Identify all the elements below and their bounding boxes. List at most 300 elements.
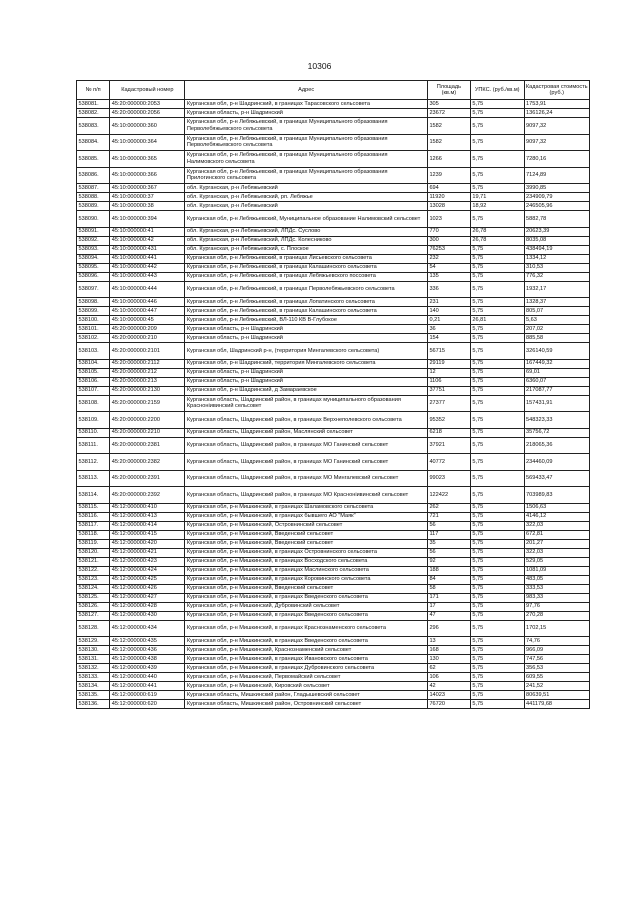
cadastral-number-cell: 45:10:000000:446 <box>110 298 185 307</box>
table-body <box>77 100 590 709</box>
upks-value-cell: 5,75 <box>470 530 524 539</box>
cadastral-cost-cell: 356,53 <box>524 664 589 673</box>
cadastral-cost-cell: 310,53 <box>524 263 589 272</box>
table-row <box>77 521 590 530</box>
row-number-cell: 538111. <box>77 437 110 454</box>
table-row <box>77 307 590 316</box>
address-cell: Курганская обл, р-н Лебяжьевский, в границах Лопатинского сельсовета <box>185 298 428 307</box>
cadastral-cost-cell: 4146,12 <box>524 512 589 521</box>
cadastral-cost-cell: 167449,32 <box>524 359 589 368</box>
table-row <box>77 386 590 395</box>
address-cell: Курганская область, Шадринский район, в границах МО Ганинский сельсовет <box>185 437 428 454</box>
table-row <box>77 700 590 709</box>
cadastral-cost-cell: 569433,47 <box>524 470 589 487</box>
address-cell: Курганская обл, р-н Мишкинский, Кировский сельсовет <box>185 682 428 691</box>
upks-value-cell: 5,75 <box>470 184 524 193</box>
column-header-cadastral-cost: Кадастровая стоимость (руб.) <box>524 81 589 100</box>
upks-value-cell: 5,75 <box>470 109 524 118</box>
upks-value-cell: 5,75 <box>470 428 524 437</box>
address-cell: обл. Курганская, р-н Лебяжьевский, ЛПДс. Суслово <box>185 227 428 236</box>
address-cell: обл. Курганская, р-н Лебяжьевский <box>185 184 428 193</box>
cadastral-number-cell: 45:20:000000:2159 <box>110 395 185 412</box>
cadastral-number-cell: 45:10:000000:442 <box>110 263 185 272</box>
upks-value-cell: 5,75 <box>470 503 524 512</box>
row-number-cell: 538117. <box>77 521 110 530</box>
area-cell: 27377 <box>427 395 470 412</box>
cadastral-cost-cell: 966,09 <box>524 646 589 655</box>
cadastral-number-cell: 45:20:000000:2101 <box>110 343 185 360</box>
address-cell: Курганская обл, р-н Мишкинский, в границах Ивановского сельсовета <box>185 655 428 664</box>
row-number-cell: 538084. <box>77 134 110 151</box>
cadastral-cost-cell: 1334,12 <box>524 254 589 263</box>
area-cell: 40772 <box>427 454 470 471</box>
cadastral-cost-cell: 234909,79 <box>524 193 589 202</box>
upks-value-cell: 5,75 <box>470 584 524 593</box>
cadastral-number-cell: 45:12:000000:430 <box>110 611 185 620</box>
cadastral-cost-cell: 207,02 <box>524 325 589 334</box>
row-number-cell: 538100. <box>77 316 110 325</box>
row-number-cell: 538120. <box>77 548 110 557</box>
cadastral-cost-cell: 322,03 <box>524 521 589 530</box>
row-number-cell: 538115. <box>77 503 110 512</box>
cadastral-cost-cell: 3990,85 <box>524 184 589 193</box>
table-row <box>77 557 590 566</box>
upks-value-cell: 5,75 <box>470 359 524 368</box>
address-cell: Курганская обл, р-н Лебяжьевский, Муниципальное образование Налимовский сельсовет <box>185 211 428 228</box>
row-number-cell: 538081. <box>77 100 110 109</box>
area-cell: 84 <box>427 575 470 584</box>
area-cell: 56 <box>427 548 470 557</box>
area-cell: 231 <box>427 298 470 307</box>
row-number-cell: 538132. <box>77 664 110 673</box>
table-row <box>77 682 590 691</box>
area-cell: 95352 <box>427 412 470 429</box>
row-number-cell: 538130. <box>77 646 110 655</box>
row-number-cell: 538088. <box>77 193 110 202</box>
table-row <box>77 316 590 325</box>
address-cell: обл. Курганская, р-н Лебяжьевский, ЛПДс. Колесниково <box>185 236 428 245</box>
address-cell: Курганская обл, р-н Лебяжьевский, в границах Перволебяжьевского сельсовета <box>185 281 428 298</box>
cadastral-number-cell: 45:20:000000:2200 <box>110 412 185 429</box>
upks-value-cell: 5,75 <box>470 539 524 548</box>
upks-value-cell: 5,75 <box>470 655 524 664</box>
cadastral-number-cell: 45:20:000000:2391 <box>110 470 185 487</box>
cadastral-number-cell: 45:20:000000:213 <box>110 377 185 386</box>
area-cell: 1582 <box>427 118 470 135</box>
cadastral-cost-cell: 97,76 <box>524 602 589 611</box>
table-row <box>77 503 590 512</box>
cadastral-cost-cell: 672,81 <box>524 530 589 539</box>
upks-value-cell: 5,75 <box>470 593 524 602</box>
area-cell: 1023 <box>427 211 470 228</box>
cadastral-number-cell: 45:12:000000:413 <box>110 512 185 521</box>
cadastral-number-cell: 45:10:000000:367 <box>110 184 185 193</box>
address-cell: Курганская обл, р-н Лебяжьевский, в границах Лебяжьевского поссовета <box>185 272 428 281</box>
address-cell: Курганская обл, р-н Мишкинский, в границах Коровинского сельсовета <box>185 575 428 584</box>
area-cell: 29119 <box>427 359 470 368</box>
area-cell: 62 <box>427 664 470 673</box>
area-cell: 13028 <box>427 202 470 211</box>
address-cell: Курганская область, Мишкинский район, Гладышевский сельсовет <box>185 691 428 700</box>
cadastral-number-cell: 45:12:000000:435 <box>110 637 185 646</box>
address-cell: Курганская обл, р-н Лебяжьевский, в границах Калашинского сельсовета <box>185 307 428 316</box>
cadastral-cost-cell: 20623,39 <box>524 227 589 236</box>
row-number-cell: 538093. <box>77 245 110 254</box>
address-cell: Курганская область, р-н Шадринский <box>185 109 428 118</box>
table-row <box>77 193 590 202</box>
address-cell: Курганская обл, р-н Мишкинский, в границах Островнинского сельсовета <box>185 548 428 557</box>
row-number-cell: 538097. <box>77 281 110 298</box>
upks-value-cell: 5,75 <box>470 298 524 307</box>
upks-value-cell: 5,75 <box>470 263 524 272</box>
upks-value-cell: 5,75 <box>470 272 524 281</box>
row-number-cell: 538112. <box>77 454 110 471</box>
cadastral-number-cell: 45:12:000000:438 <box>110 655 185 664</box>
address-cell: Курганская область, р-н Шадринский <box>185 368 428 377</box>
address-cell: Курганская обл, Шадринский р-н, (территория Мингалевского сельсовета) <box>185 343 428 360</box>
upks-value-cell: 5,75 <box>470 664 524 673</box>
cadastral-cost-cell: 1506,63 <box>524 503 589 512</box>
address-cell: Курганская область, Шадринский район, в границах МО Красноніивинский сельсовет <box>185 487 428 504</box>
table-header <box>77 81 590 100</box>
upks-value-cell: 5,75 <box>470 118 524 135</box>
column-header-area: Площадь (кв.м) <box>427 81 470 100</box>
table-row <box>77 184 590 193</box>
table-row <box>77 377 590 386</box>
cadastral-number-cell: 45:12:000000:424 <box>110 566 185 575</box>
cadastral-cost-cell: 983,33 <box>524 593 589 602</box>
cadastral-number-cell: 45:10:000000:431 <box>110 245 185 254</box>
area-cell: 35 <box>427 539 470 548</box>
row-number-cell: 538106. <box>77 377 110 386</box>
cadastral-cost-cell: 157431,91 <box>524 395 589 412</box>
upks-value-cell: 26,81 <box>470 316 524 325</box>
upks-value-cell: 5,75 <box>470 134 524 151</box>
cadastral-number-cell: 45:20:000000:2210 <box>110 428 185 437</box>
row-number-cell: 538101. <box>77 325 110 334</box>
cadastral-cost-cell: 548323,33 <box>524 412 589 429</box>
upks-value-cell: 5,75 <box>470 521 524 530</box>
cadastral-cost-cell: 1932,17 <box>524 281 589 298</box>
table-row <box>77 530 590 539</box>
table-row <box>77 602 590 611</box>
row-number-cell: 538126. <box>77 602 110 611</box>
upks-value-cell: 5,75 <box>470 412 524 429</box>
address-cell: Курганская обл, р-н Шадринский, территория Мингалевского сельсовета <box>185 359 428 368</box>
cadastral-cost-cell: 241,52 <box>524 682 589 691</box>
cadastral-cost-cell: 1081,09 <box>524 566 589 575</box>
row-number-cell: 538087. <box>77 184 110 193</box>
upks-value-cell: 5,75 <box>470 395 524 412</box>
area-cell: 56 <box>427 521 470 530</box>
row-number-cell: 538124. <box>77 584 110 593</box>
upks-value-cell: 5,75 <box>470 167 524 184</box>
address-cell: обл. Курганская, р-н Лебяжьевский <box>185 202 428 211</box>
upks-value-cell: 5,75 <box>470 470 524 487</box>
area-cell: 36 <box>427 325 470 334</box>
area-cell: 770 <box>427 227 470 236</box>
area-cell: 58 <box>427 584 470 593</box>
cadastral-number-cell: 45:12:000000:420 <box>110 539 185 548</box>
table-row <box>77 412 590 429</box>
row-number-cell: 538083. <box>77 118 110 135</box>
address-cell: обл. Курганская, р-н Лебяжьевский, рп. Лебяжье <box>185 193 428 202</box>
row-number-cell: 538098. <box>77 298 110 307</box>
upks-value-cell: 5,75 <box>470 646 524 655</box>
upks-value-cell: 5,75 <box>470 682 524 691</box>
upks-value-cell: 5,75 <box>470 602 524 611</box>
area-cell: 122422 <box>427 487 470 504</box>
cadastral-value-table <box>76 80 590 709</box>
cadastral-number-cell: 45:12:000000:423 <box>110 557 185 566</box>
cadastral-number-cell: 45:10:000000:365 <box>110 151 185 168</box>
address-cell: Курганская область, Мишкинский район, Островнинский сельсовет <box>185 700 428 709</box>
address-cell: Курганская обл, р-н Шадринский, в границах Тарасовского сельсовета <box>185 100 428 109</box>
area-cell: 1239 <box>427 167 470 184</box>
area-cell: 262 <box>427 503 470 512</box>
row-number-cell: 538116. <box>77 512 110 521</box>
address-cell: Курганская обл, р-н Мишкинский, Первомайский сельсовет <box>185 673 428 682</box>
table-row <box>77 620 590 637</box>
area-cell: 721 <box>427 512 470 521</box>
cadastral-cost-cell: 805,07 <box>524 307 589 316</box>
table-row <box>77 254 590 263</box>
cadastral-number-cell: 45:20:000000:2112 <box>110 359 185 368</box>
cadastral-cost-cell: 776,32 <box>524 272 589 281</box>
cadastral-number-cell: 45:10:000000:37 <box>110 193 185 202</box>
area-cell: 42 <box>427 682 470 691</box>
cadastral-number-cell: 45:20:000000:2382 <box>110 454 185 471</box>
area-cell: 232 <box>427 254 470 263</box>
cadastral-number-cell: 45:10:000000:441 <box>110 254 185 263</box>
cadastral-cost-cell: 35756,72 <box>524 428 589 437</box>
table-row <box>77 263 590 272</box>
cadastral-cost-cell: 326140,59 <box>524 343 589 360</box>
table-row <box>77 673 590 682</box>
row-number-cell: 538086. <box>77 167 110 184</box>
cadastral-cost-cell: 5882,78 <box>524 211 589 228</box>
area-cell: 130 <box>427 655 470 664</box>
upks-value-cell: 5,75 <box>470 343 524 360</box>
row-number-cell: 538099. <box>77 307 110 316</box>
upks-value-cell: 19,71 <box>470 193 524 202</box>
address-cell: Курганская область, Шадринский район, в границах МО Ганинский сельсовет <box>185 454 428 471</box>
area-cell: 14023 <box>427 691 470 700</box>
cadastral-number-cell: 45:12:000000:620 <box>110 700 185 709</box>
row-number-cell: 538122. <box>77 566 110 575</box>
address-cell: Курганская область, Шадринский район, Маслянский сельсовет <box>185 428 428 437</box>
cadastral-cost-cell: 80639,51 <box>524 691 589 700</box>
cadastral-cost-cell: 529,05 <box>524 557 589 566</box>
row-number-cell: 538114. <box>77 487 110 504</box>
upks-value-cell: 5,75 <box>470 637 524 646</box>
table-row <box>77 334 590 343</box>
cadastral-cost-cell: 747,56 <box>524 655 589 664</box>
cadastral-number-cell: 45:20:000000:210 <box>110 334 185 343</box>
address-cell: Курганская обл, р-н Лебяжьевский, в границах Муниципального образования Налимовского сельсовета <box>185 151 428 168</box>
upks-value-cell: 26,78 <box>470 227 524 236</box>
cadastral-number-cell: 45:10:000000:45 <box>110 316 185 325</box>
area-cell: 168 <box>427 646 470 655</box>
upks-value-cell: 5,75 <box>470 548 524 557</box>
area-cell: 140 <box>427 307 470 316</box>
cadastral-cost-cell: 9097,32 <box>524 134 589 151</box>
cadastral-cost-cell: 201,27 <box>524 539 589 548</box>
row-number-cell: 538096. <box>77 272 110 281</box>
table-row <box>77 637 590 646</box>
area-cell: 76720 <box>427 700 470 709</box>
area-cell: 171 <box>427 593 470 602</box>
area-cell: 188 <box>427 566 470 575</box>
address-cell: Курганская обл, р-н Шадринский, д Замараевское <box>185 386 428 395</box>
area-cell: 17 <box>427 602 470 611</box>
area-cell: 154 <box>427 334 470 343</box>
page-number: 10306 <box>307 61 332 71</box>
table-row <box>77 593 590 602</box>
table-row <box>77 664 590 673</box>
upks-value-cell: 5,75 <box>470 620 524 637</box>
cadastral-cost-cell: 6360,07 <box>524 377 589 386</box>
cadastral-cost-cell: 217087,77 <box>524 386 589 395</box>
upks-value-cell: 5,75 <box>470 100 524 109</box>
table-row <box>77 566 590 575</box>
address-cell: Курганская область, Шадринский район, в границах Верхнеполевского сельсовета <box>185 412 428 429</box>
table-row <box>77 298 590 307</box>
area-cell: 13 <box>427 637 470 646</box>
upks-value-cell: 5,75 <box>470 211 524 228</box>
area-cell: 56715 <box>427 343 470 360</box>
row-number-cell: 538090. <box>77 211 110 228</box>
row-number-cell: 538135. <box>77 691 110 700</box>
column-header-upks: УПКС. (руб./кв.м) <box>470 81 524 100</box>
table-row <box>77 395 590 412</box>
upks-value-cell: 5,75 <box>470 334 524 343</box>
upks-value-cell: 5,75 <box>470 325 524 334</box>
cadastral-cost-cell: 438494,19 <box>524 245 589 254</box>
upks-value-cell: 5,75 <box>470 368 524 377</box>
area-cell: 12 <box>427 368 470 377</box>
upks-value-cell: 5,75 <box>470 512 524 521</box>
address-cell: Курганская обл, р-н Мишкинский, в границах Маслинского сельсовета <box>185 566 428 575</box>
cadastral-number-cell: 45:20:000000:209 <box>110 325 185 334</box>
address-cell: обл. Курганская, р-н Лебяжьевский, с. Плоское <box>185 245 428 254</box>
column-header-cadastral-number: Кадастровый номер <box>110 81 185 100</box>
address-cell: Курганская обл, р-н Мишкинский, Введенский сельсовет <box>185 539 428 548</box>
upks-value-cell: 26,78 <box>470 236 524 245</box>
cadastral-number-cell: 45:20:000000:2130 <box>110 386 185 395</box>
area-cell: 6218 <box>427 428 470 437</box>
area-cell: 300 <box>427 236 470 245</box>
cadastral-cost-cell: 69,01 <box>524 368 589 377</box>
cadastral-cost-cell: 333,53 <box>524 584 589 593</box>
cadastral-number-cell: 45:10:000000:38 <box>110 202 185 211</box>
address-cell: Курганская обл, р-н Лебяжьевский, в границах Лисьевского сельсовета <box>185 254 428 263</box>
upks-value-cell: 5,75 <box>470 691 524 700</box>
cadastral-cost-cell: 136126,24 <box>524 109 589 118</box>
table-row <box>77 245 590 254</box>
cadastral-number-cell: 45:12:000000:426 <box>110 584 185 593</box>
row-number-cell: 538110. <box>77 428 110 437</box>
address-cell: Курганская обл, р-н Мишкинский, в границах Краснознаменского сельсовета <box>185 620 428 637</box>
area-cell: 76253 <box>427 245 470 254</box>
area-cell: 99023 <box>427 470 470 487</box>
upks-value-cell: 5,75 <box>470 245 524 254</box>
cadastral-cost-cell: 74,76 <box>524 637 589 646</box>
upks-value-cell: 5,75 <box>470 575 524 584</box>
upks-value-cell: 5,75 <box>470 377 524 386</box>
table-row <box>77 548 590 557</box>
upks-value-cell: 5,75 <box>470 673 524 682</box>
table-row <box>77 487 590 504</box>
cadastral-number-cell: 45:10:000000:444 <box>110 281 185 298</box>
cadastral-number-cell: 45:10:000000:364 <box>110 134 185 151</box>
address-cell: Курганская обл, р-н Мишкинский, в границах Восходского сельсовета <box>185 557 428 566</box>
row-number-cell: 538123. <box>77 575 110 584</box>
cadastral-number-cell: 45:12:000000:425 <box>110 575 185 584</box>
cadastral-number-cell: 45:12:000000:440 <box>110 673 185 682</box>
upks-value-cell: 5,75 <box>470 281 524 298</box>
cadastral-number-cell: 45:20:000000:212 <box>110 368 185 377</box>
column-header-number: № п/п <box>77 81 110 100</box>
area-cell: 0,21 <box>427 316 470 325</box>
cadastral-cost-cell: 322,03 <box>524 548 589 557</box>
area-cell: 1582 <box>427 134 470 151</box>
table-row <box>77 655 590 664</box>
cadastral-number-cell: 45:12:000000:410 <box>110 503 185 512</box>
upks-value-cell: 5,75 <box>470 386 524 395</box>
table-row <box>77 359 590 368</box>
cadastral-number-cell: 45:12:000000:421 <box>110 548 185 557</box>
cadastral-number-cell: 45:20:000000:2392 <box>110 487 185 504</box>
cadastral-number-cell: 45:20:000000:2056 <box>110 109 185 118</box>
row-number-cell: 538094. <box>77 254 110 263</box>
address-cell: Курганская обл, р-н Мишкинский, Дубровинский сельсовет <box>185 602 428 611</box>
table-row <box>77 134 590 151</box>
address-cell: Курганская обл, р-н Мишкинский, Краснознаменский сельсовет <box>185 646 428 655</box>
row-number-cell: 538091. <box>77 227 110 236</box>
area-cell: 1106 <box>427 377 470 386</box>
row-number-cell: 538102. <box>77 334 110 343</box>
row-number-cell: 538121. <box>77 557 110 566</box>
address-cell: Курганская обл, р-н Мишкинский, Островнинский сельсовет <box>185 521 428 530</box>
area-cell: 117 <box>427 530 470 539</box>
table-row <box>77 118 590 135</box>
area-cell: 1266 <box>427 151 470 168</box>
cadastral-cost-cell: 703989,83 <box>524 487 589 504</box>
row-number-cell: 538108. <box>77 395 110 412</box>
table-row <box>77 646 590 655</box>
cadastral-cost-cell: 441179,68 <box>524 700 589 709</box>
address-cell: Курганская обл, р-н Мишкинский, в границах Дубровинского сельсовета <box>185 664 428 673</box>
table-row <box>77 454 590 471</box>
row-number-cell: 538127. <box>77 611 110 620</box>
row-number-cell: 538092. <box>77 236 110 245</box>
table-row <box>77 236 590 245</box>
upks-value-cell: 5,75 <box>470 700 524 709</box>
row-number-cell: 538131. <box>77 655 110 664</box>
table-row <box>77 428 590 437</box>
row-number-cell: 538134. <box>77 682 110 691</box>
cadastral-cost-cell: 1702,15 <box>524 620 589 637</box>
row-number-cell: 538133. <box>77 673 110 682</box>
table-row <box>77 211 590 228</box>
table-row <box>77 575 590 584</box>
row-number-cell: 538089. <box>77 202 110 211</box>
area-cell: 54 <box>427 263 470 272</box>
area-cell: 11920 <box>427 193 470 202</box>
table-row <box>77 584 590 593</box>
cadastral-number-cell: 45:12:000000:427 <box>110 593 185 602</box>
